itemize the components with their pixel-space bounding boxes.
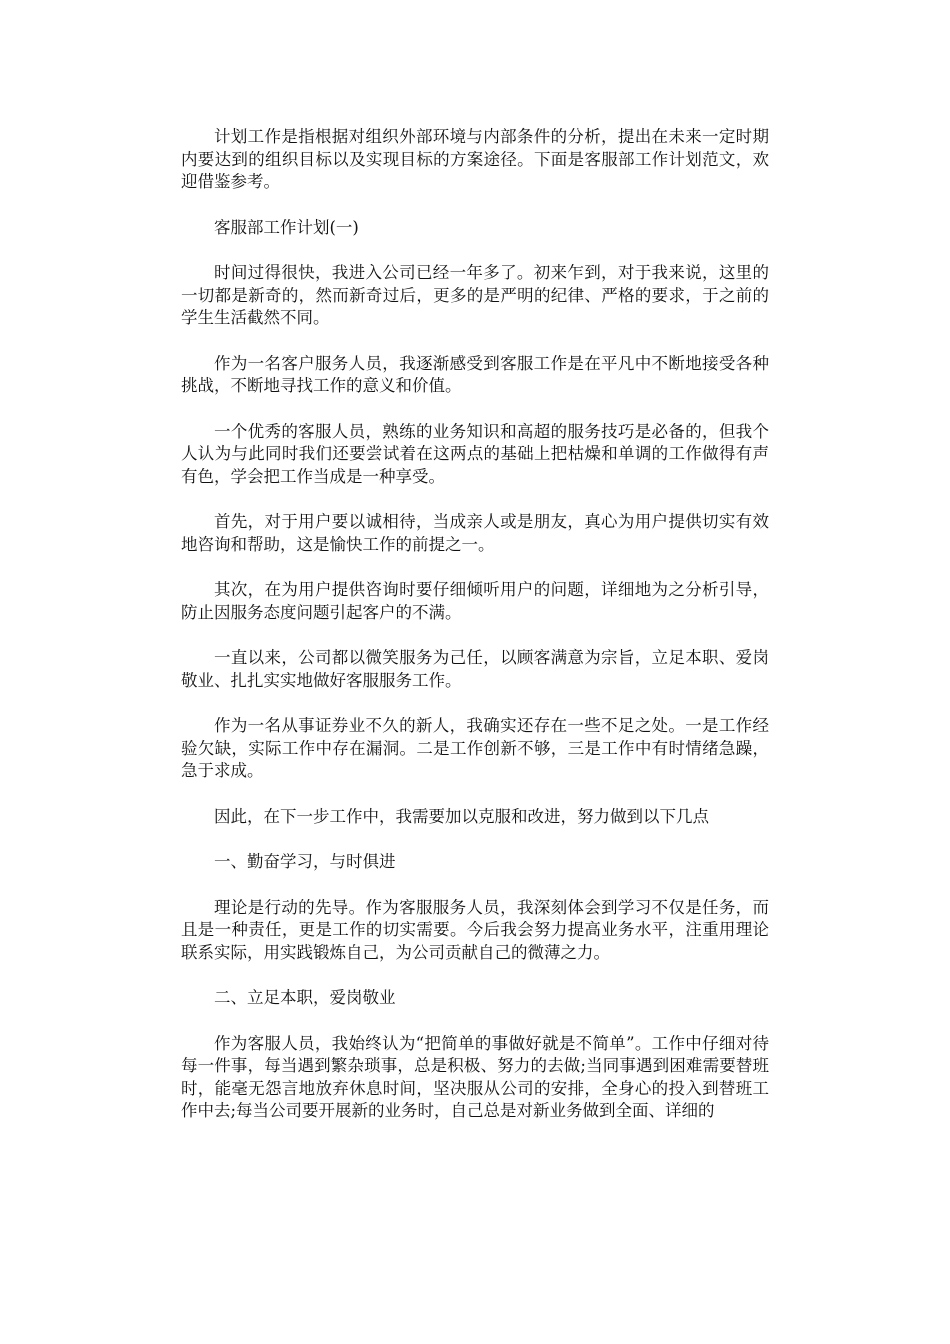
subsection-heading: 二、立足本职，爱岗敬业	[214, 988, 396, 1007]
body-paragraph: 作为一名从事证券业不久的新人，我确实还存在一些不足之处。一是工作经验欠缺，实际工作中存在漏洞。二是工作创新不够，三是工作中有时情绪急躁，急于求成。	[181, 716, 769, 780]
body-paragraph: 一直以来，公司都以微笑服务为己任，以顾客满意为宗旨，立足本职、爱岗敬业、扎扎实实地做好客服服务工作。	[181, 648, 769, 690]
subsection-heading: 一、勤奋学习，与时俱进	[214, 852, 396, 871]
section-heading: 客服部工作计划(一)	[214, 217, 359, 237]
intro-paragraph: 计划工作是指根据对组织外部环境与内部条件的分析，提出在未来一定时期内要达到的组织目标以及实现目标的方案途径。下面是客服部工作计划范文，欢迎借鉴参考。	[181, 127, 769, 191]
body-paragraph: 作为一名客户服务人员，我逐渐感受到客服工作是在平凡中不断地接受各种挑战，不断地寻找工作的意义和价值。	[181, 353, 769, 395]
body-paragraph: 时间过得很快，我进入公司已经一年多了。初来乍到，对于我来说，这里的一切都是新奇的，然而新奇过后，更多的是严明的纪律、严格的要求，于之前的学生生活截然不同。	[181, 263, 769, 327]
body-paragraph: 作为客服人员，我始终认为“把简单的事做好就是不简单”。工作中仔细对待每一件事，每当遇到繁杂琐事，总是积极、努力的去做;当同事遇到困难需要替班时，能毫无怨言地放弃休息时间，坚决服从公司的安排，全身心的投入到替班工作中去;每当公司要开展新的业务时，自己总是对新业务做到全面、详细的	[181, 1033, 769, 1120]
body-paragraph: 理论是行动的先导。作为客服服务人员，我深刻体会到学习不仅是任务，而且是一种责任，更是工作的切实需要。今后我会努力提高业务水平，注重用理论联系实际，用实践锻炼自己，为公司贡献自己的微薄之力。	[181, 897, 769, 962]
document-body	[181, 126, 769, 1146]
body-paragraph: 一个优秀的客服人员，熟练的业务知识和高超的服务技巧是必备的，但我个人认为与此同时我们还要尝试着在这两点的基础上把枯燥和单调的工作做得有声有色，学会把工作当成是一种享受。	[181, 421, 769, 486]
body-paragraph: 因此，在下一步工作中，我需要加以克服和改进，努力做到以下几点	[214, 806, 709, 826]
body-paragraph: 首先，对于用户要以诚相待，当成亲人或是朋友，真心为用户提供切实有效地咨询和帮助，这是愉快工作的前提之一。	[181, 512, 769, 554]
body-paragraph: 其次，在为用户提供咨询时要仔细倾听用户的问题，详细地为之分析引导，防止因服务态度问题引起客户的不满。	[181, 580, 769, 622]
